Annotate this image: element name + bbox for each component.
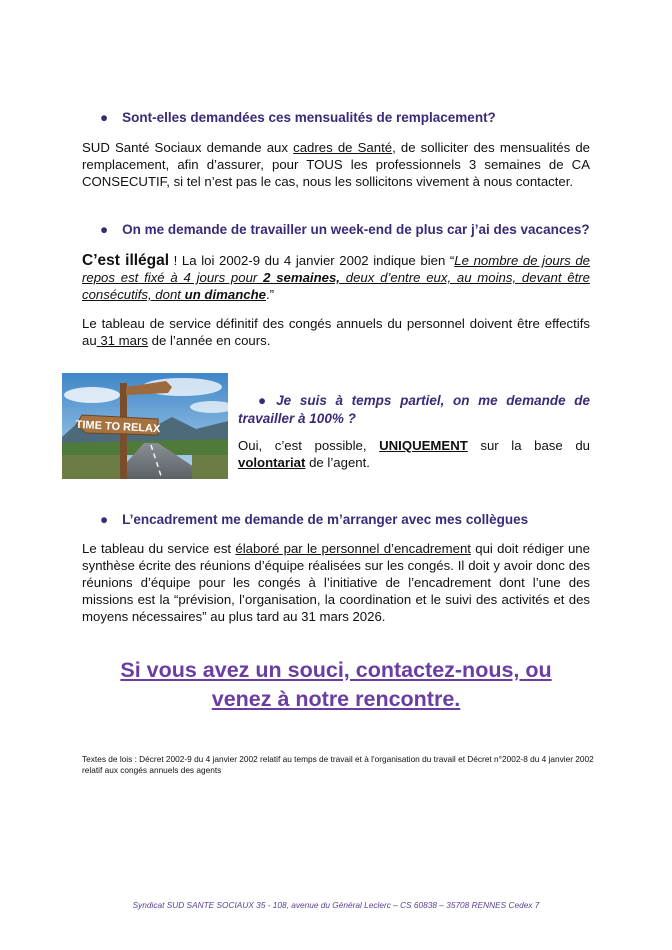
- legal-references: Textes de lois : Décret 2002-9 du 4 janvier 2002 relatif au temps de travail et à l'organisation du travail et Décret n°2002-8 du 4 janvier 2002 relatif aux congés annuels des agents: [82, 754, 594, 775]
- paragraph: Le tableau du service est élaboré par le personnel d’encadrement qui doit rédiger une synthèse écrite des réunions d’équipe réalisées sur les congés. Il doit y avoir donc des réunions d’équipe pour les congés à l’initiative de l’encadrement dont l’une des missions est la “prévision, l’organisation, la coordination et le suivi des activités et des moyens nécessaires” au plus tard au 31 mars 2026.: [82, 541, 590, 624]
- sign-text: TIME TO RELAX: [75, 418, 161, 436]
- illegal-label: C’est illégal: [82, 252, 170, 269]
- footer-address: Syndicat SUD SANTE SOCIAUX 35 - 108, avenue du Général Leclerc – CS 60838 – 35708 RENNES Cedex 7: [132, 900, 540, 910]
- section-heading: ● L’encadrement me demande de m’arranger avec mes collègues: [100, 512, 529, 527]
- paragraph: C’est illégal ! La loi 2002-9 du 4 janvier 2002 indique bien “Le nombre de jours de repos est fixé à 4 jours pour 2 semaines, deux d’entre eux, au moins, devant être consécutifs, dont un dimanche.”: [82, 252, 590, 302]
- bullet-icon: ●: [258, 393, 267, 408]
- bullet-icon: ●: [100, 512, 109, 527]
- section-heading: ● Sont-elles demandées ces mensualités de remplacement?: [100, 110, 496, 125]
- section-heading: ● On me demande de travailler un week-end de plus car j’ai des vacances?: [100, 222, 590, 237]
- paragraph: SUD Santé Sociaux demande aux cadres de Santé, de solliciter des mensualités de remplacement, afin d’assurer, pour TOUS les professionnels 3 semaines de CA CONSECUTIF, si tel n’est pas le cas, nous les sollicitons vivement à nous contacter.: [82, 140, 590, 189]
- contact-call-to-action: Si vous avez un souci, contactez-nous, ou venez à notre rencontre.: [120, 658, 552, 711]
- bullet-icon: ●: [100, 222, 109, 237]
- paragraph: Le tableau de service définitif des congés annuels du personnel doivent être effectifs au 31 mars de l’année en cours.: [82, 316, 590, 348]
- section-heading: ● Je suis à temps partiel, on me demande de travailler à 100% ?: [238, 393, 590, 426]
- underlined-text: cadres de Santé: [293, 140, 393, 155]
- bullet-icon: ●: [100, 110, 109, 125]
- paragraph: Oui, c’est possible, UNIQUEMENT sur la base du volontariat de l’agent.: [238, 438, 590, 470]
- time-to-relax-photo: [62, 373, 228, 479]
